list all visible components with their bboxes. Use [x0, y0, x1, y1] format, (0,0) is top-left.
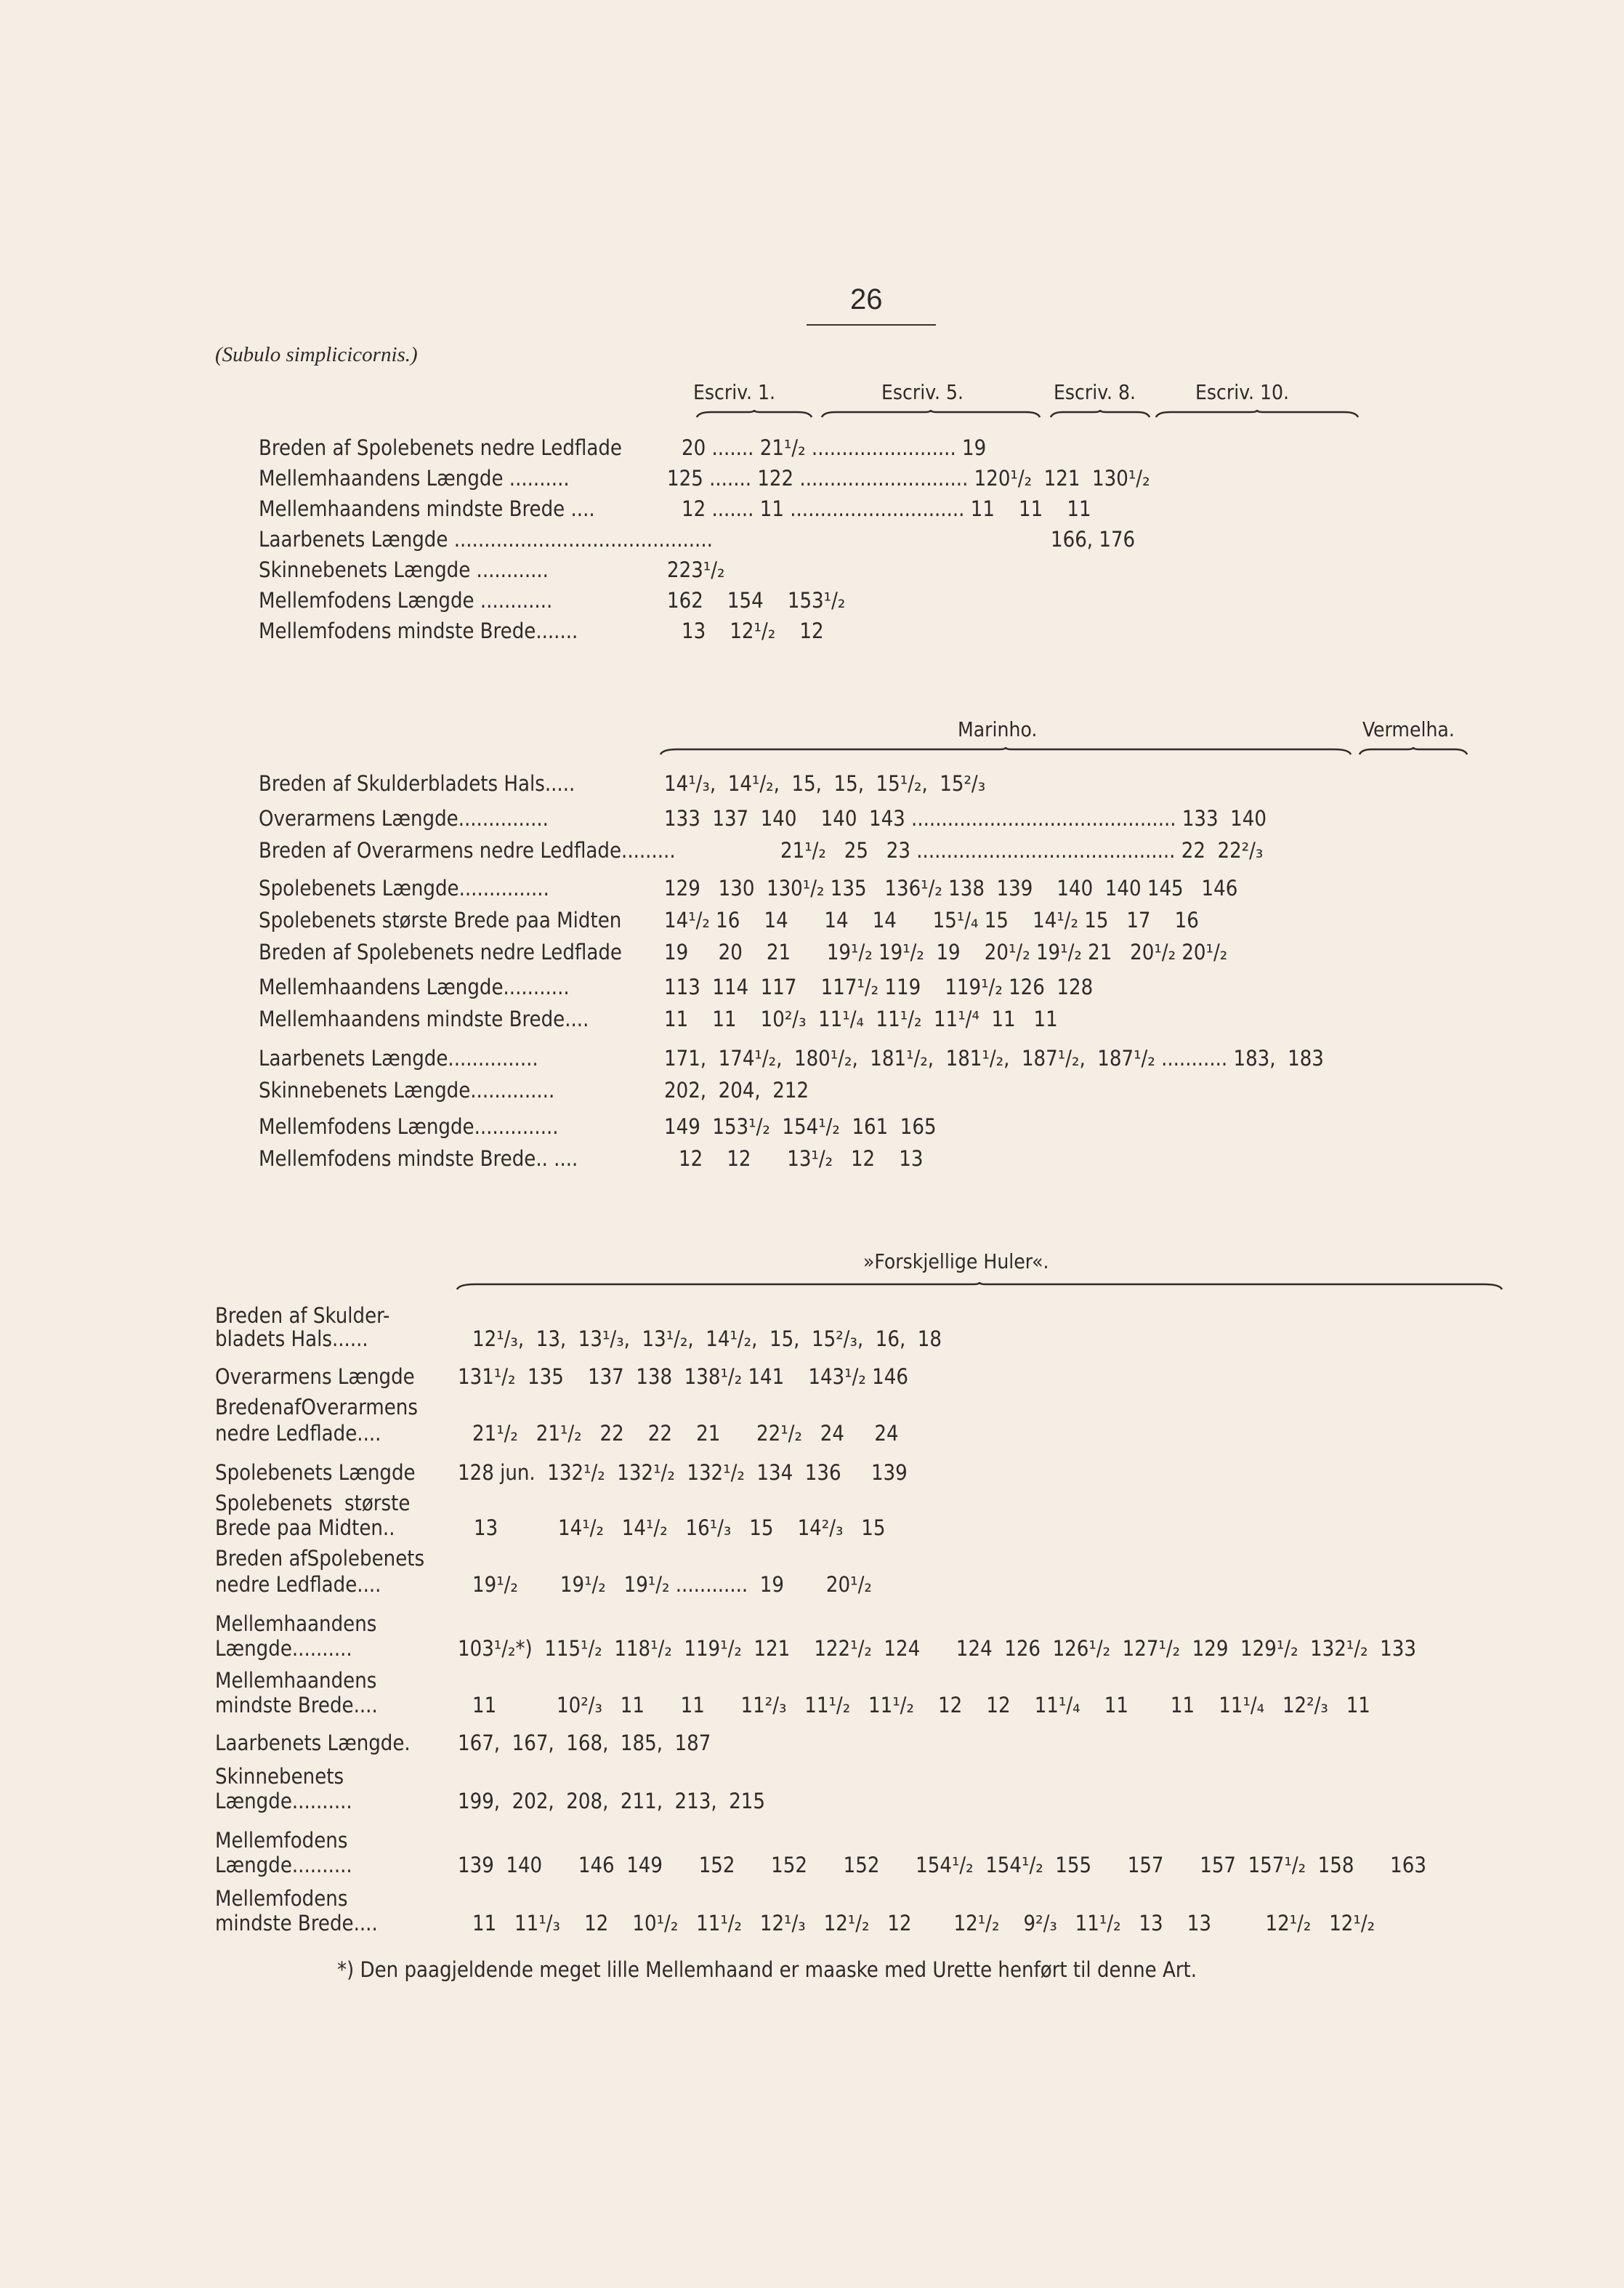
row-label: Mellemhaandens Længde........... [259, 975, 570, 999]
row-values: 13 14¹/₂ 14¹/₂ 16¹/₃ 15 14²/₃ 15 [474, 1515, 886, 1540]
row-label-line2: Spolebenets Længde [215, 1460, 416, 1485]
row-label-line2: Længde.......... [215, 1636, 352, 1661]
footnote: *) Den paagjeldende meget lille Mellemhaand er maaske med Urette henført til denne Art. [337, 1957, 1197, 1982]
row-label-line2: Overarmens Længde [215, 1364, 415, 1389]
brace-forskjellige-huler [456, 1282, 1503, 1291]
row-label: Mellemhaandens mindste Brede.... [259, 1007, 589, 1031]
row-label: Spolebenets Længde............... [259, 876, 549, 901]
row-label: Mellemfodens Længde.............. [259, 1114, 559, 1139]
row-values: 103¹/₂*) 115¹/₂ 118¹/₂ 119¹/₂ 121 122¹/₂ 124 124 126 126¹/₂ 127¹/₂ 129 129¹/₂ 132¹/₂ 133 [458, 1636, 1416, 1661]
row-label: Mellemhaandens mindste Brede .... [259, 496, 595, 521]
row-label: Overarmens Længde............... [259, 806, 549, 831]
brace-vermelha [1359, 747, 1468, 756]
row-label-line2: nedre Ledflade.... [215, 1421, 381, 1446]
row-label-line2: Brede paa Midten.. [215, 1515, 395, 1540]
row-values: 12 12 13¹/₂ 12 13 [679, 1146, 924, 1171]
row-label: Breden af Skulderbladets Hals..... [259, 771, 575, 796]
row-values: 171, 174¹/₂, 180¹/₂, 181¹/₂, 181¹/₂, 187¹/₂, 187¹/₂ ........... 183, 183 [664, 1046, 1324, 1071]
row-label: Spolebenets største Brede paa Midten [259, 908, 622, 932]
col-header-escriv-8: Escriv. 8. [1054, 380, 1136, 404]
row-values: 11 10²/₃ 11 11 11²/₃ 11¹/₂ 11¹/₂ 12 12 11¹/₄ 11 11 11¹/₄ 12²/₃ 11 [472, 1693, 1370, 1717]
row-values: 166, 176 [1051, 527, 1136, 552]
row-label-line1: Mellemfodens [215, 1828, 348, 1853]
row-label-line1: Mellemhaandens [215, 1668, 377, 1693]
page-number-rule [807, 324, 936, 326]
row-values: 11 11¹/₃ 12 10¹/₂ 11¹/₂ 12¹/₃ 12¹/₂ 12 12¹/₂ 9²/₃ 11¹/₂ 13 13 12¹/₂ 12¹/₂ [472, 1911, 1375, 1935]
row-values: 20 ....... 21¹/₂ ........................ 19 [682, 435, 987, 460]
row-label-line1: BredenafOverarmens [215, 1395, 418, 1419]
row-values: 14¹/₃, 14¹/₂, 15, 15, 15¹/₂, 15²/₃ [664, 771, 986, 796]
row-values: 19¹/₂ 19¹/₂ 19¹/₂ ............ 19 20¹/₂ [472, 1572, 872, 1597]
brace-escriv-1 [696, 410, 812, 419]
row-label-line2: Længde.......... [215, 1853, 352, 1877]
row-values: 14¹/₂ 16 14 14 14 15¹/₄ 15 14¹/₂ 15 17 16 [664, 908, 1199, 932]
row-values: 133 137 140 140 143 ............................................ 133 140 [664, 806, 1267, 831]
brace-escriv-8 [1050, 410, 1150, 419]
row-values: 128 jun. 132¹/₂ 132¹/₂ 132¹/₂ 134 136 139 [458, 1460, 908, 1485]
col-header-escriv-10: Escriv. 10. [1195, 380, 1290, 404]
row-label-line1: Skinnebenets [215, 1764, 344, 1789]
row-label-line2: mindste Brede.... [215, 1693, 378, 1717]
row-label-line2: bladets Hals...... [215, 1326, 368, 1351]
section-header-forskjellige-huler: »Forskjellige Huler«. [863, 1249, 1049, 1273]
row-values: 162 154 153¹/₂ [667, 588, 846, 613]
row-label: Breden af Spolebenets nedre Ledflade [259, 940, 622, 964]
row-label-line1: Spolebenets største [215, 1491, 411, 1515]
species-heading: (Subulo simplicicornis.) [215, 343, 418, 366]
row-values: 131¹/₂ 135 137 138 138¹/₂ 141 143¹/₂ 146 [458, 1364, 908, 1389]
row-label-line2: Længde.......... [215, 1789, 352, 1813]
row-label-line1: Breden af Skulder- [215, 1303, 390, 1328]
page-number: 26 [850, 283, 883, 315]
row-values: 223¹/₂ [667, 557, 725, 582]
row-label-line1: Mellemfodens [215, 1886, 348, 1911]
row-values: 199, 202, 208, 211, 213, 215 [458, 1789, 765, 1813]
row-label: Mellemhaandens Længde .......... [259, 466, 570, 491]
row-values: 113 114 117 117¹/₂ 119 119¹/₂ 126 128 [664, 975, 1094, 999]
row-label: Breden af Spolebenets nedre Ledflade [259, 435, 622, 460]
row-values: 167, 167, 168, 185, 187 [458, 1731, 711, 1755]
row-values: 12 ....... 11 ............................. 11 11 11 [682, 496, 1091, 521]
row-label: Breden af Overarmens nedre Ledflade......... [259, 838, 676, 863]
row-values: 11 11 10²/₃ 11¹/₄ 11¹/₂ 11¹/⁴ 11 11 [664, 1007, 1058, 1031]
row-label: Skinnebenets Længde.............. [259, 1078, 555, 1103]
col-header-escriv-5: Escriv. 5. [881, 380, 964, 404]
brace-escriv-5 [821, 410, 1041, 419]
row-label-line1: Mellemhaandens [215, 1611, 377, 1636]
col-header-marinho: Marinho. [958, 717, 1038, 741]
row-label-line2: Laarbenets Længde. [215, 1731, 411, 1755]
row-label-line2: mindste Brede.... [215, 1911, 378, 1935]
brace-marinho [660, 747, 1352, 756]
row-label: Mellemfodens Længde ............ [259, 588, 553, 613]
row-values: 21¹/₂ 25 23 ........................................... 22 22²/₃ [780, 838, 1264, 863]
col-header-vermelha: Vermelha. [1362, 717, 1455, 741]
row-label: Laarbenets Længde............... [259, 1046, 538, 1071]
col-header-escriv-1: Escriv. 1. [693, 380, 775, 404]
row-label: Laarbenets Længde ........................................... [259, 527, 713, 552]
row-label: Skinnebenets Længde ............ [259, 557, 549, 582]
row-label-line2: nedre Ledflade.... [215, 1572, 381, 1597]
row-label: Mellemfodens mindste Brede....... [259, 619, 578, 643]
row-values: 129 130 130¹/₂ 135 136¹/₂ 138 139 140 140 145 146 [664, 876, 1238, 901]
row-values: 149 153¹/₂ 154¹/₂ 161 165 [664, 1114, 937, 1139]
row-values: 21¹/₂ 21¹/₂ 22 22 21 22¹/₂ 24 24 [472, 1421, 899, 1446]
row-values: 125 ....... 122 ............................ 120¹/₂ 121 130¹/₂ [667, 466, 1150, 491]
row-values: 19 20 21 19¹/₂ 19¹/₂ 19 20¹/₂ 19¹/₂ 21 20¹/₂ 20¹/₂ [664, 940, 1228, 964]
row-values: 202, 204, 212 [664, 1078, 809, 1103]
row-values: 139 140 146 149 152 152 152 154¹/₂ 154¹/₂ 155 157 157 157¹/₂ 158 163 [458, 1853, 1426, 1877]
brace-escriv-10 [1155, 410, 1359, 419]
row-label: Mellemfodens mindste Brede.. .... [259, 1146, 578, 1171]
row-values: 13 12¹/₂ 12 [682, 619, 824, 643]
row-values: 12¹/₃, 13, 13¹/₃, 13¹/₂, 14¹/₂, 15, 15²/₃, 16, 18 [472, 1326, 942, 1351]
row-label-line1: Breden afSpolebenets [215, 1546, 425, 1571]
